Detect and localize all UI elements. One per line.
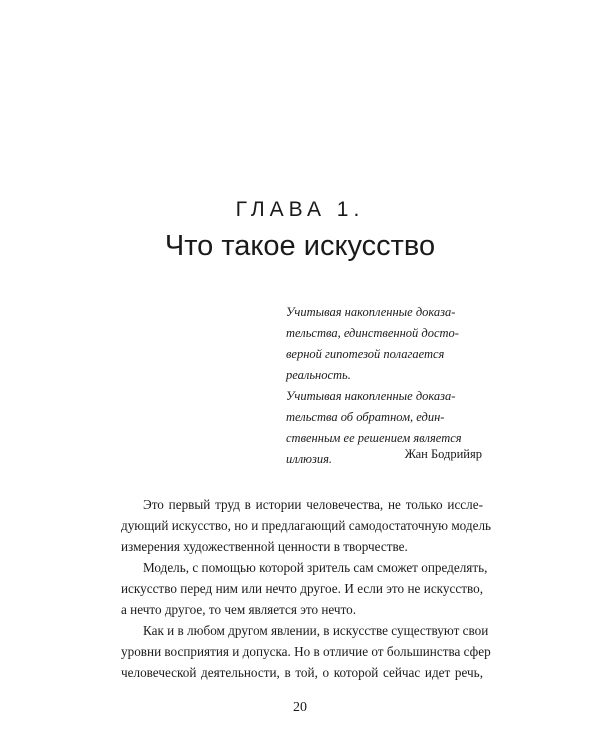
chapter-label: ГЛАВА 1. bbox=[235, 198, 365, 221]
chapter-title: Что такое искусство bbox=[164, 230, 436, 262]
epigraph-line: тельства, единственной досто- bbox=[286, 326, 459, 340]
body-line: уровни восприятия и допуска. Но в отличие от большинства сфер bbox=[121, 644, 491, 659]
body-text bbox=[121, 494, 492, 683]
body-line: искусство перед ним или нечто другое. И если это не искусство, bbox=[121, 581, 483, 596]
epigraph-line: иллюзия. bbox=[286, 452, 333, 466]
epigraph-line: тельства об обратном, един- bbox=[286, 410, 445, 424]
epigraph-line: Учитывая накопленные доказа- bbox=[286, 389, 456, 403]
epigraph-line: ственным ее решением является bbox=[286, 431, 462, 445]
epigraph-line: верной гипотезой полагается bbox=[286, 347, 445, 361]
epigraph-author: Жан Бодрийяр bbox=[404, 447, 482, 461]
body-line: человеческой деятельности, в той, о которой сейчас идет речь, bbox=[121, 665, 483, 680]
body-line: измерения художественной ценности в творчестве. bbox=[121, 539, 408, 554]
body-line: Как и в любом другом явлении, в искусстве существуют свои bbox=[143, 623, 489, 638]
epigraph-line: реальность. bbox=[286, 368, 351, 382]
page-number: 20 bbox=[293, 700, 307, 715]
body-line: Это первый труд в истории человечества, не только иссле- bbox=[143, 497, 483, 512]
epigraph-line: Учитывая накопленные доказа- bbox=[286, 305, 456, 319]
body-line: Модель, с помощью которой зритель сам сможет определять, bbox=[143, 560, 488, 575]
body-line: дующий искусство, но и предлагающий самодостаточную модель bbox=[121, 518, 492, 533]
body-line: а нечто другое, то чем является это нечто. bbox=[121, 602, 357, 617]
